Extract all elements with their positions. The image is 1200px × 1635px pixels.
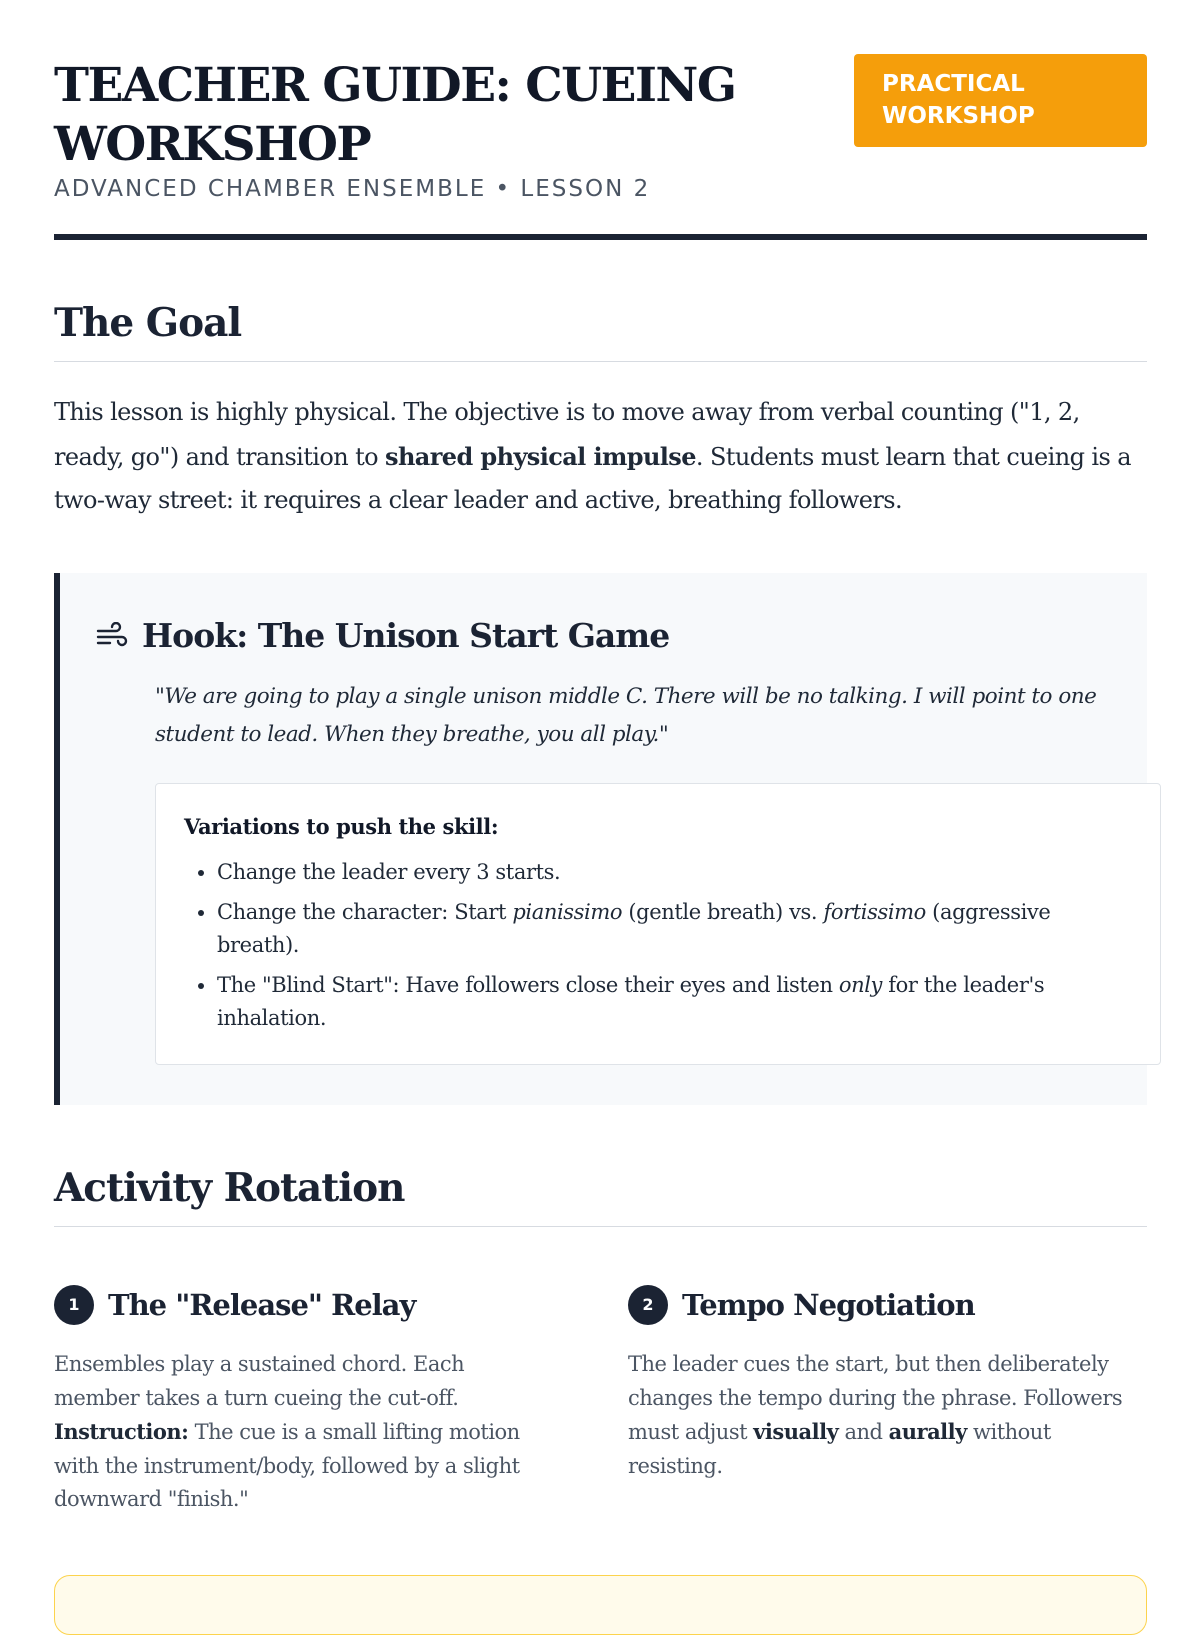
activity-heading: Activity Rotation: [54, 1163, 1147, 1227]
list-item: [217, 856, 1132, 889]
goal-text-part1: This lesson is highly physical. The objective is to move away from verbal counting ("1, 2, ready, go") and transition to: [54, 398, 1080, 471]
activity-2-title: Tempo Negotiation: [682, 1288, 975, 1322]
page-header: [54, 0, 1147, 241]
goal-text-part2: . Students must learn that cueing is a two-way street: it requires a clear leader and active, breathing followers.: [54, 442, 1131, 514]
list-item: [217, 896, 1132, 962]
list-item: [217, 969, 1132, 1035]
variations-title: Variations to push the skill:: [184, 814, 499, 839]
hook-title-text: Hook: The Unison Start Game: [142, 616, 670, 655]
variation-2-em-1: pianissimo: [512, 900, 623, 924]
activity-card-2: [628, 1285, 1128, 1478]
activity-1-description: [54, 1348, 554, 1517]
activity-1-number: 1: [54, 1285, 94, 1325]
tip-callout: [54, 1575, 1147, 1635]
activity-1-header: [54, 1285, 554, 1325]
hook-quote: "We are going to play a single unison middle C. There will be no talking. I will point to one student to lead. When they breathe, you all play.": [155, 684, 1097, 747]
variation-3-em: only: [838, 973, 883, 997]
workshop-badge: PRACTICAL WORKSHOP: [854, 54, 1147, 147]
activity-1-text-bold: Instruction:: [54, 1419, 189, 1444]
activity-card-1: [54, 1285, 554, 1511]
lesson-page: [54, 0, 1147, 1511]
variation-2-em-2: fortissimo: [823, 900, 926, 924]
goal-text-bold: shared physical impulse: [385, 441, 696, 471]
variation-3-text-b: for the leader's inhalation.: [217, 973, 1045, 1030]
variation-1-text: Change the leader every 3 starts.: [217, 860, 561, 884]
header-divider: [54, 234, 1147, 240]
wind-icon: [96, 622, 128, 650]
activity-1-title: The "Release" Relay: [108, 1288, 416, 1322]
activity-2-text-b: and: [838, 1420, 889, 1444]
hook-title: [96, 614, 669, 658]
activity-2-text-bold-2: aurally: [888, 1419, 967, 1444]
goal-heading: The Goal: [54, 298, 1147, 362]
activity-1-text-b: The cue is a small lifting motion with the instrument/body, followed by a slight downward "finish.": [54, 1420, 520, 1511]
activity-2-text-a: The leader cues the start, but then deliberately changes the tempo during the phrase. Followers must adjust: [628, 1352, 1123, 1444]
variation-2-text-c: (aggressive breath).: [217, 900, 1051, 957]
activity-1-text-a: Ensembles play a sustained chord. Each member takes a turn cueing the cut-off.: [54, 1352, 465, 1410]
variation-2-text-a: Change the character: Start: [217, 900, 513, 924]
activity-2-description: [628, 1348, 1128, 1483]
activity-2-text-c: without resisting.: [628, 1420, 1051, 1478]
variation-2-text-b: (gentle breath) vs.: [622, 900, 824, 924]
variations-box: [155, 783, 1161, 1065]
variation-3-text-a: The "Blind Start": Have followers close their eyes and listen: [217, 973, 839, 997]
activity-2-text-bold-1: visually: [753, 1419, 839, 1444]
page-title: TEACHER GUIDE: CUEING WORKSHOP: [54, 58, 736, 172]
activity-2-number: 2: [628, 1285, 668, 1325]
goal-paragraph: [54, 391, 1147, 523]
page-subtitle: ADVANCED CHAMBER ENSEMBLE • LESSON 2: [54, 176, 651, 202]
activity-2-header: [628, 1285, 1128, 1325]
variations-list: [184, 856, 1132, 1035]
